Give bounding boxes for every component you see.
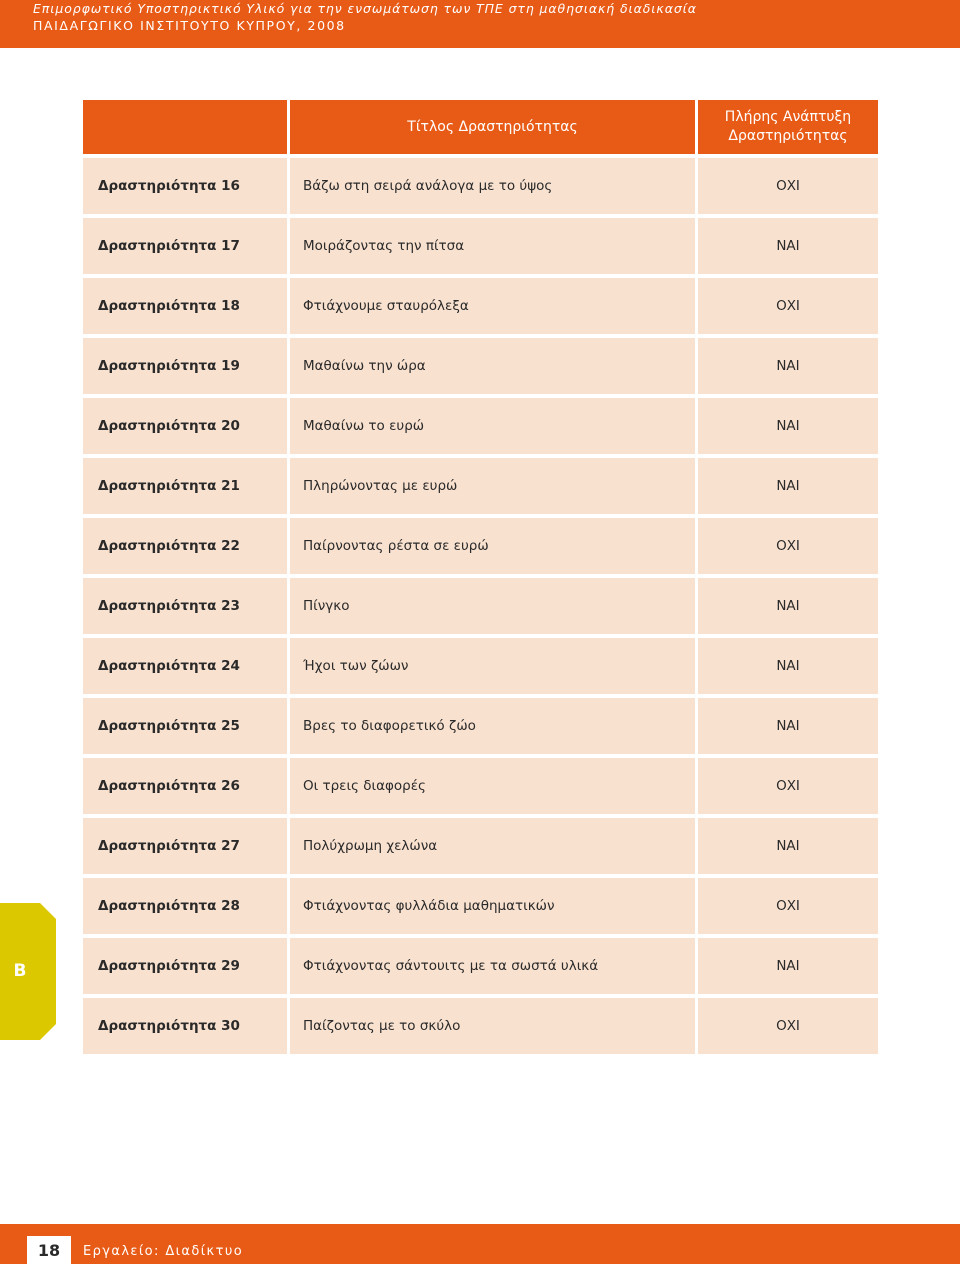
section-letter: B — [13, 961, 27, 981]
header-title: Επιμορφωτικό Υποστηρικτικό Υλικό για την ενσωμάτωση των ΤΠΕ στη μαθησιακή διαδικασία — [33, 1, 697, 16]
activity-cell: Δραστηριότητα 19 — [83, 338, 287, 394]
table-row — [83, 698, 878, 754]
column-header-title: Τίτλος Δραστηριότητας — [407, 118, 578, 135]
header-band — [0, 0, 960, 48]
activity-cell: Δραστηριότητα 30 — [83, 998, 287, 1054]
activity-cell: Δραστηριότητα 18 — [83, 278, 287, 334]
table-row — [83, 218, 878, 274]
header-cell-complete — [698, 100, 878, 154]
table-row — [83, 398, 878, 454]
complete-cell: ΟΧΙ — [698, 878, 878, 934]
header-cell-empty — [83, 100, 287, 154]
table-row — [83, 158, 878, 214]
table-row — [83, 998, 878, 1054]
complete-cell: ΝΑΙ — [698, 638, 878, 694]
activity-cell: Δραστηριότητα 22 — [83, 518, 287, 574]
activity-cell: Δραστηριότητα 24 — [83, 638, 287, 694]
title-cell: Παίζοντας με το σκύλο — [290, 998, 695, 1054]
complete-cell: ΟΧΙ — [698, 518, 878, 574]
complete-cell: ΝΑΙ — [698, 458, 878, 514]
table-row — [83, 818, 878, 874]
title-cell: Φτιάχνοντας σάντουιτς με τα σωστά υλικά — [290, 938, 695, 994]
activity-cell: Δραστηριότητα 27 — [83, 818, 287, 874]
table-header-row — [83, 100, 878, 154]
title-cell: Παίρνοντας ρέστα σε ευρώ — [290, 518, 695, 574]
table-row — [83, 878, 878, 934]
complete-cell: ΟΧΙ — [698, 278, 878, 334]
complete-cell: ΝΑΙ — [698, 398, 878, 454]
title-cell: Πίνγκο — [290, 578, 695, 634]
title-cell: Βρες το διαφορετικό ζώο — [290, 698, 695, 754]
complete-cell: ΝΑΙ — [698, 818, 878, 874]
activity-cell: Δραστηριότητα 20 — [83, 398, 287, 454]
title-cell: Μοιράζοντας την πίτσα — [290, 218, 695, 274]
activity-cell: Δραστηριότητα 17 — [83, 218, 287, 274]
column-header-complete-line2: Δραστηριότητας — [728, 128, 848, 144]
complete-cell: ΟΧΙ — [698, 158, 878, 214]
table-row — [83, 758, 878, 814]
title-cell: Οι τρεις διαφορές — [290, 758, 695, 814]
table-row — [83, 938, 878, 994]
section-tab — [0, 903, 56, 1040]
footer-tool-label: Εργαλείο: Διαδίκτυο — [83, 1244, 244, 1259]
activity-cell: Δραστηριότητα 28 — [83, 878, 287, 934]
header-cell-title — [290, 100, 695, 154]
title-cell: Φτιάχνοντας φυλλάδια μαθηματικών — [290, 878, 695, 934]
title-cell: Βάζω στη σειρά ανάλογα με το ύψος — [290, 158, 695, 214]
activities-table — [80, 96, 881, 1058]
title-cell: Πληρώνοντας με ευρώ — [290, 458, 695, 514]
activity-cell: Δραστηριότητα 16 — [83, 158, 287, 214]
table-row — [83, 458, 878, 514]
title-cell: Ήχοι των ζώων — [290, 638, 695, 694]
title-cell: Μαθαίνω το ευρώ — [290, 398, 695, 454]
table-body — [83, 158, 878, 1054]
table-row — [83, 338, 878, 394]
header-subtitle: ΠΑΙΔΑΓΩΓΙΚΟ ΙΝΣΤΙΤΟΥΤΟ ΚΥΠΡΟΥ, 2008 — [33, 18, 346, 33]
complete-cell: ΝΑΙ — [698, 218, 878, 274]
table-row — [83, 638, 878, 694]
complete-cell: ΝΑΙ — [698, 698, 878, 754]
title-cell: Μαθαίνω την ώρα — [290, 338, 695, 394]
activity-cell: Δραστηριότητα 21 — [83, 458, 287, 514]
complete-cell: ΝΑΙ — [698, 938, 878, 994]
activity-cell: Δραστηριότητα 23 — [83, 578, 287, 634]
complete-cell: ΝΑΙ — [698, 578, 878, 634]
activity-cell: Δραστηριότητα 25 — [83, 698, 287, 754]
page-number: 18 — [27, 1236, 71, 1264]
table-row — [83, 578, 878, 634]
activity-cell: Δραστηριότητα 26 — [83, 758, 287, 814]
complete-cell: ΟΧΙ — [698, 758, 878, 814]
table-row — [83, 518, 878, 574]
column-header-complete-line1: Πλήρης Ανάπτυξη — [724, 109, 852, 125]
table-row — [83, 278, 878, 334]
title-cell: Φτιάχνουμε σταυρόλεξα — [290, 278, 695, 334]
title-cell: Πολύχρωμη χελώνα — [290, 818, 695, 874]
complete-cell: ΝΑΙ — [698, 338, 878, 394]
activity-cell: Δραστηριότητα 29 — [83, 938, 287, 994]
footer-band — [0, 1224, 960, 1264]
complete-cell: ΟΧΙ — [698, 998, 878, 1054]
